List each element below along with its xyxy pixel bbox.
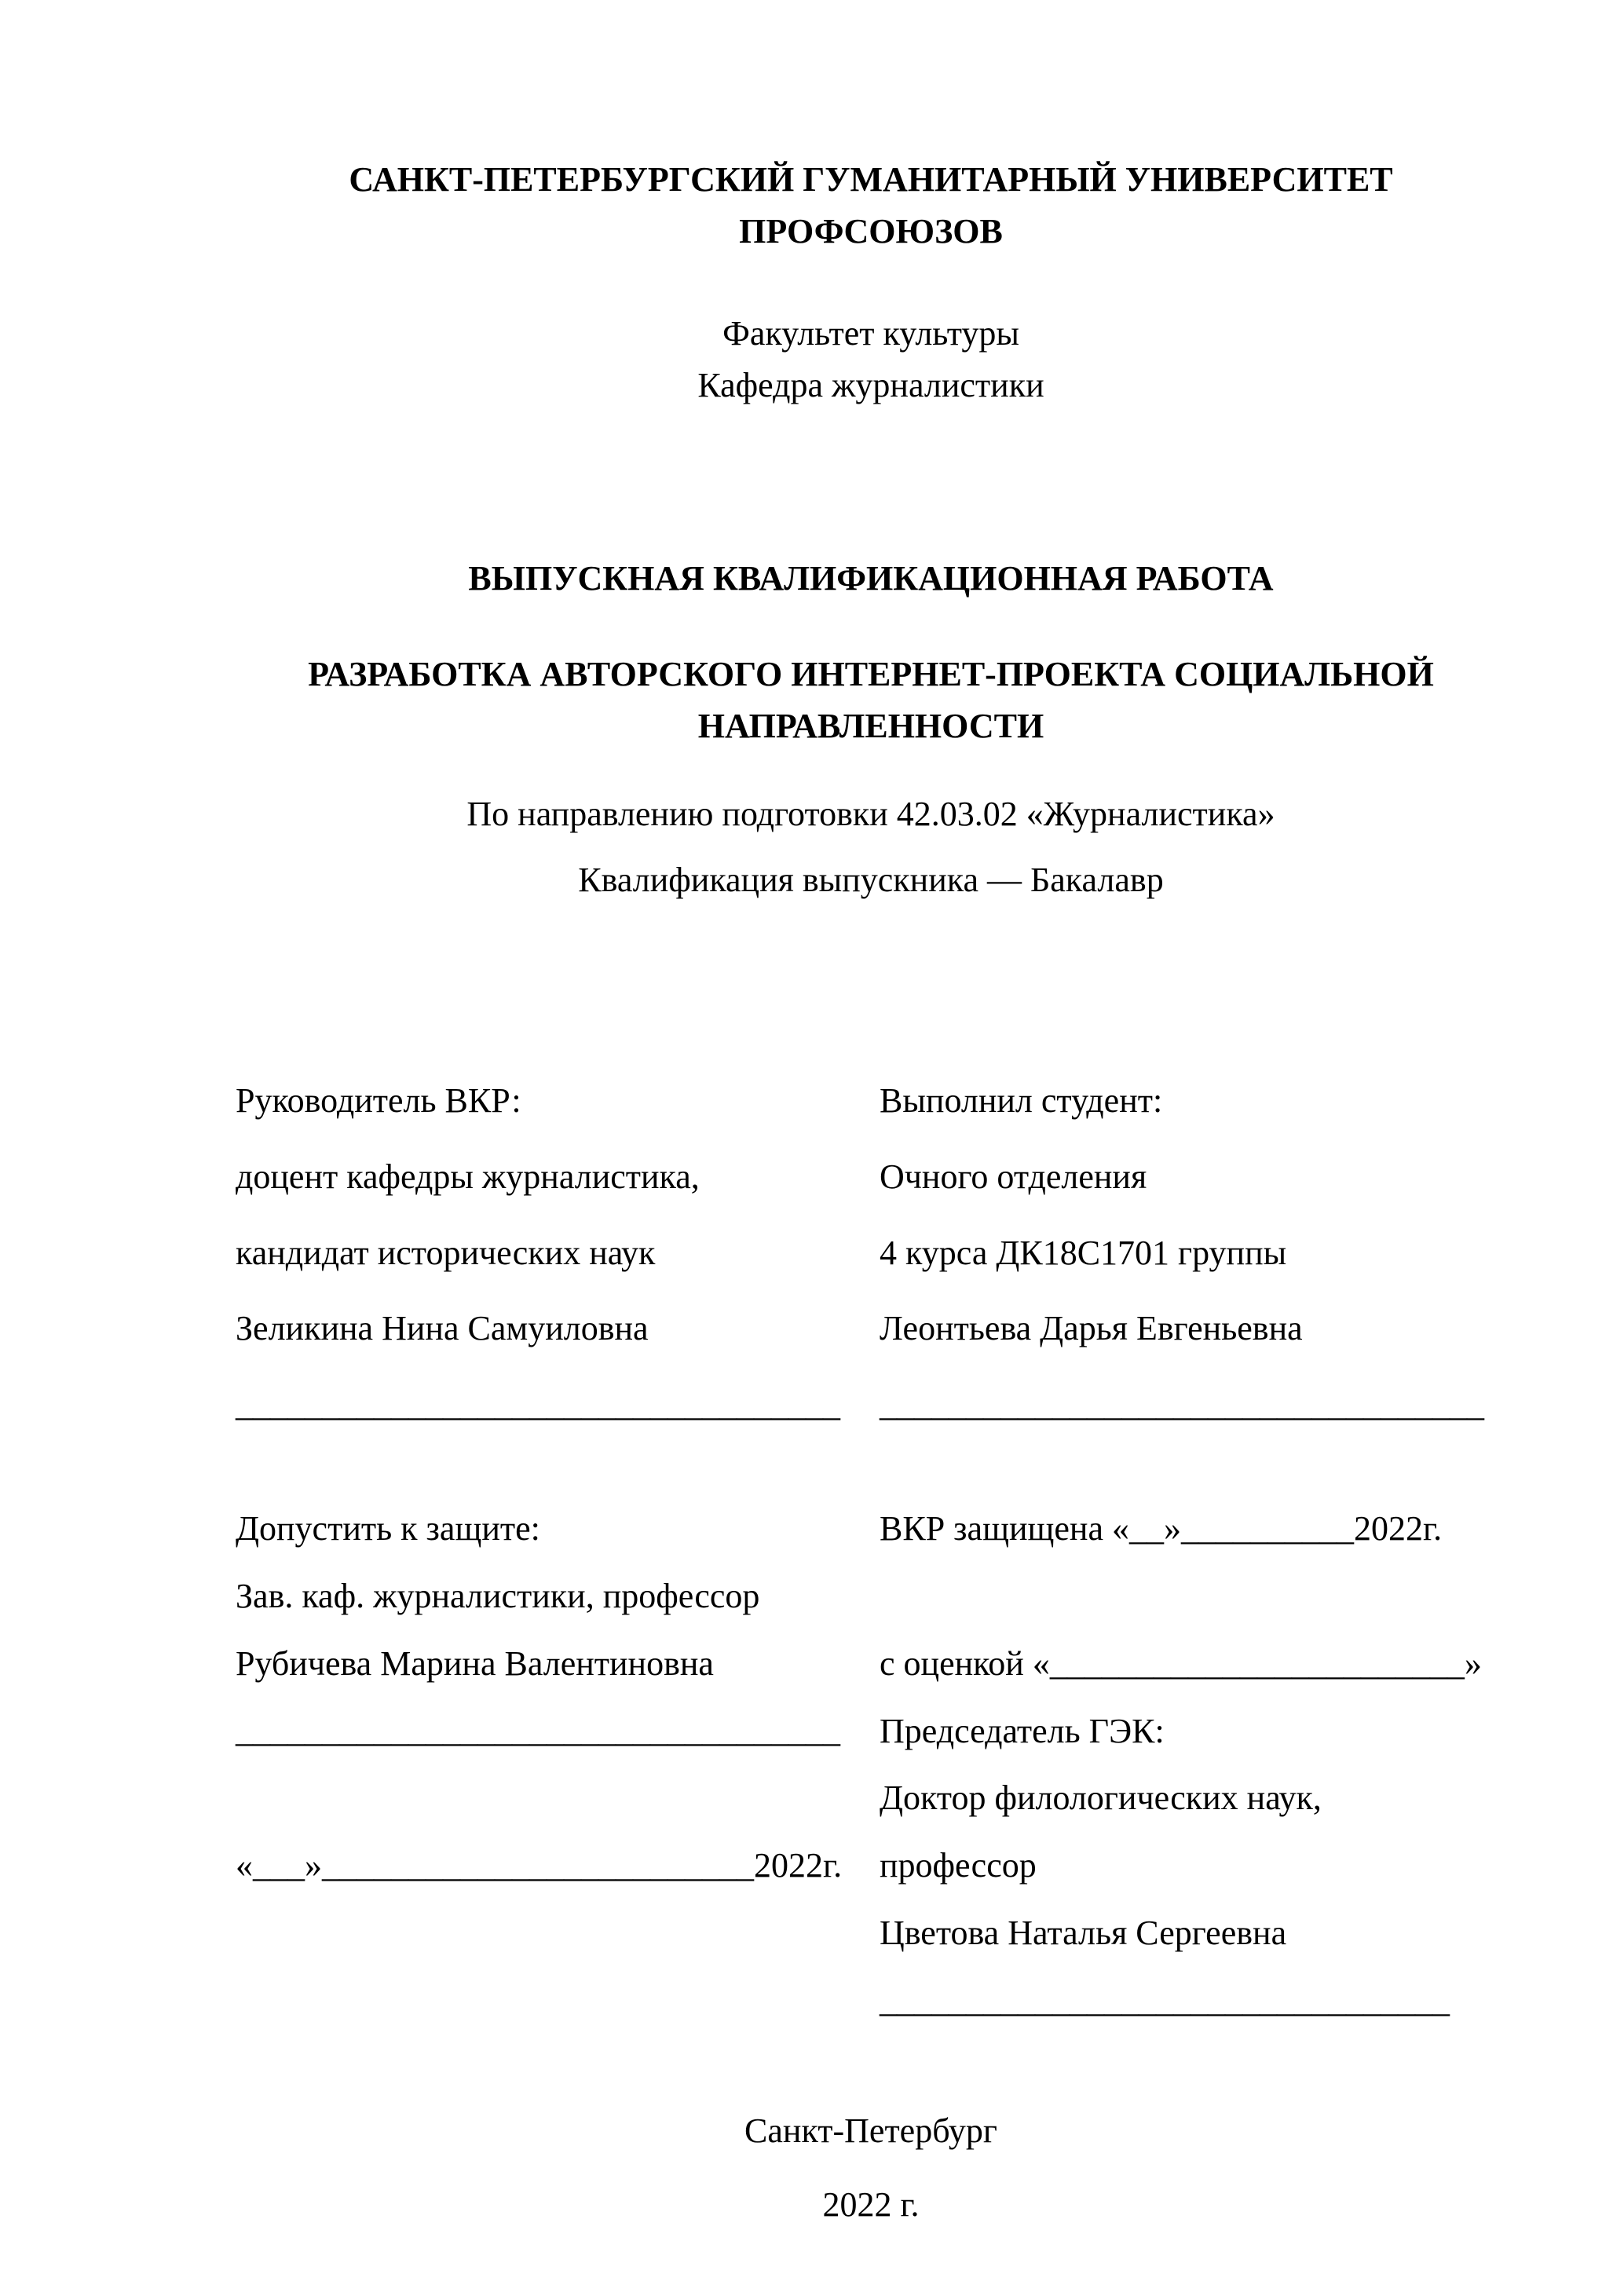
year-line: 2022 г. bbox=[822, 2184, 920, 2224]
thesis-title-line: РАЗРАБОТКА АВТОРСКОГО ИНТЕРНЕТ-ПРОЕКТА СОЦИАЛЬНОЙ bbox=[308, 655, 1434, 693]
supervisor-heading: Руководитель ВКР: bbox=[236, 1081, 521, 1120]
title-block bbox=[236, 553, 1506, 906]
chair-title: профессор bbox=[880, 1846, 1037, 1885]
defense-date-line: ВКР защищена «__»__________2022г. bbox=[880, 1508, 1443, 1548]
admission-name: Рубичева Марина Валентиновна bbox=[236, 1643, 714, 1683]
page-header bbox=[236, 154, 1506, 411]
work-type-heading: ВЫПУСКНАЯ КВАЛИФИКАЦИОННАЯ РАБОТА bbox=[468, 559, 1274, 598]
direction-of-study: По направлению подготовки 42.03.02 «Журналистика» bbox=[466, 795, 1275, 833]
admission-signature-line: ___________________________________ bbox=[236, 1711, 840, 1750]
admission-position: Зав. каф. журналистики, профессор bbox=[236, 1576, 760, 1615]
faculty-name: Факультет культуры bbox=[722, 314, 1019, 353]
supervisor-position: доцент кафедры журналистика, bbox=[236, 1157, 700, 1196]
page-footer bbox=[236, 2105, 1506, 2231]
chair-signature-line: _________________________________ bbox=[880, 1980, 1450, 2020]
student-block bbox=[880, 1063, 1506, 1443]
signatures-block-2 bbox=[236, 1495, 1506, 2035]
admission-date-line: «___»_________________________2022г. bbox=[236, 1846, 843, 1885]
qualification-line: Квалификация выпускника — Бакалавр bbox=[578, 861, 1164, 899]
chair-name: Цветова Наталья Сергеевна bbox=[880, 1913, 1287, 1952]
university-name-line: САНКТ-ПЕТЕРБУРГСКИЙ ГУМАНИТАРНЫЙ УНИВЕРСИТЕТ bbox=[349, 160, 1393, 199]
student-name: Леонтьева Дарья Евгеньевна bbox=[880, 1309, 1303, 1348]
university-name-line: ПРОФСОЮЗОВ bbox=[739, 212, 1003, 250]
defense-block bbox=[880, 1495, 1506, 2035]
thesis-title bbox=[236, 649, 1506, 752]
student-signature-line: ___________________________________ bbox=[880, 1385, 1484, 1424]
thesis-title-line: НАПРАВЛЕННОСТИ bbox=[697, 707, 1044, 745]
supervisor-block bbox=[236, 1063, 880, 1443]
supervisor-name: Зеликина Нина Самуиловна bbox=[236, 1309, 649, 1348]
gec-chair-heading: Председатель ГЭК: bbox=[880, 1711, 1165, 1750]
admission-heading: Допустить к защите: bbox=[236, 1508, 540, 1548]
chair-degree: Доктор филологических наук, bbox=[880, 1779, 1322, 1818]
supervisor-signature-line: ___________________________________ bbox=[236, 1385, 840, 1424]
admission-block bbox=[236, 1495, 880, 2035]
supervisor-degree: кандидат исторических наук bbox=[236, 1233, 656, 1272]
signatures-block-1 bbox=[236, 1063, 1506, 1443]
faculty-department-block bbox=[236, 308, 1506, 411]
student-department: Очного отделения bbox=[880, 1157, 1147, 1196]
student-group: 4 курса ДК18С1701 группы bbox=[880, 1233, 1287, 1272]
department-name: Кафедра журналистики bbox=[697, 366, 1044, 404]
student-heading: Выполнил студент: bbox=[880, 1081, 1163, 1120]
city-name: Санкт-Петербург bbox=[744, 2111, 997, 2150]
defense-grade-line: с оценкой «________________________» bbox=[880, 1643, 1482, 1683]
university-name bbox=[236, 154, 1506, 258]
